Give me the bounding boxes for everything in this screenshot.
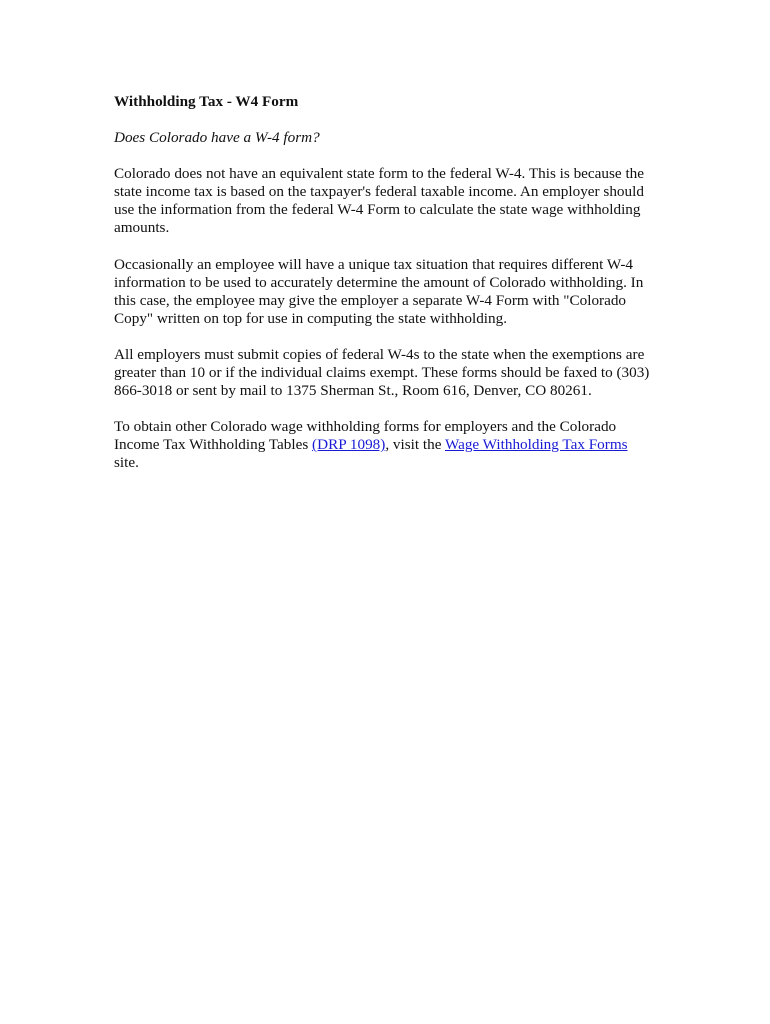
document-body bbox=[114, 93, 654, 491]
question-heading: Does Colorado have a W-4 form? bbox=[114, 129, 320, 147]
drp-1098-link[interactable]: (DRP 1098) bbox=[312, 436, 386, 454]
paragraph-other-forms-text-middle: , visit the bbox=[385, 436, 445, 454]
paragraph-other-forms bbox=[114, 418, 654, 472]
paragraph-other-forms-text-before: To obtain other Colorado wage withholding forms for employers and the Colorado Income Tax Withholding Tables bbox=[114, 418, 617, 454]
document-title: Withholding Tax - W4 Form bbox=[114, 93, 299, 110]
paragraph-other-forms-text-after: site. bbox=[114, 454, 139, 472]
paragraph-no-w4-form: Colorado does not have an equivalent state form to the federal W-4. This is because the state income tax is based on the taxpayer's federal taxable income. An employer should use the information from the federal W-4 Form to calculate the state wage withholding amounts. bbox=[114, 165, 644, 237]
paragraph-unique-situation: Occasionally an employee will have a unique tax situation that requires different W-4 information to be used to accurately determine the amount of Colorado withholding. In this case, the employee may give the employer a separate W-4 Form with "Colorado Copy" written on top for use in computing the state withholding. bbox=[114, 255, 644, 327]
wage-withholding-tax-forms-link[interactable]: Wage Withholding Tax Forms bbox=[444, 436, 628, 454]
paragraph-submit-copies: All employers must submit copies of federal W-4s to the state when the exemptions are greater than 10 or if the individual claims exempt. These forms should be faxed to (303) 866-3018 or sent by mail to 1375 Sherman St., Room 616, Denver, CO 80261. bbox=[114, 345, 650, 400]
